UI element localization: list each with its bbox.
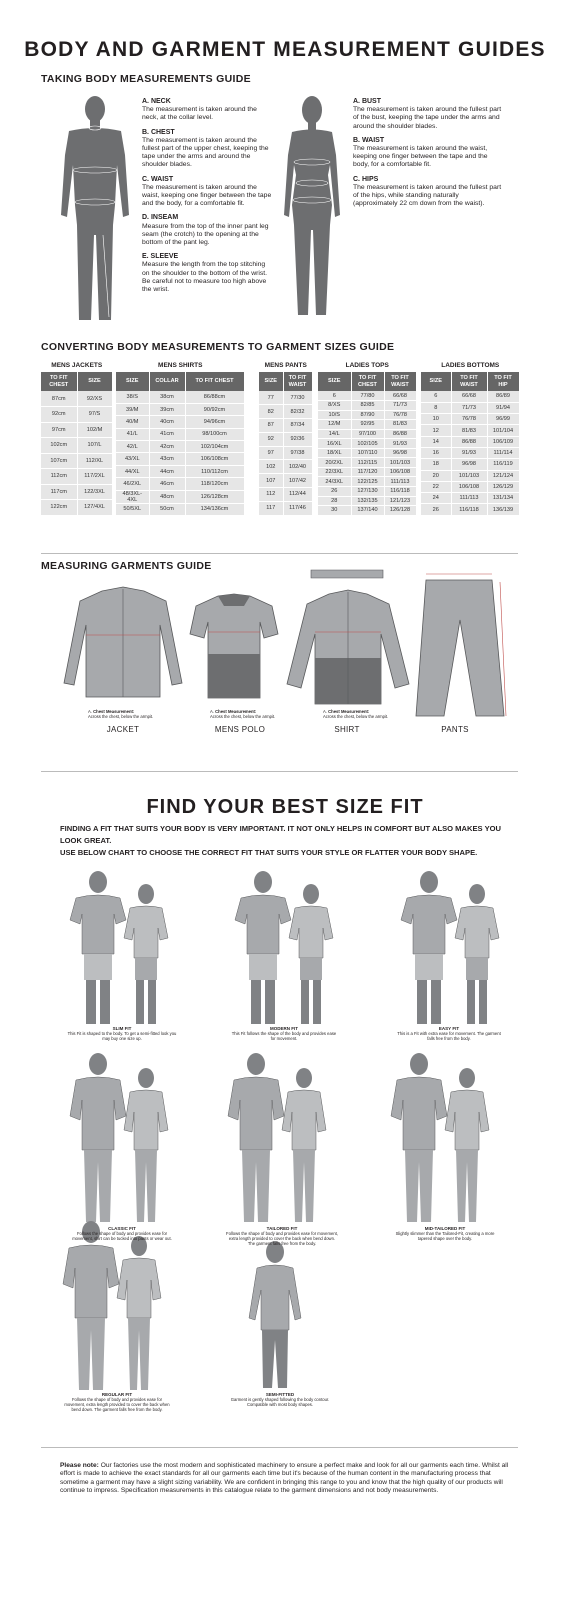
table-row	[259, 446, 312, 460]
table-cell: 117cm	[41, 484, 77, 500]
footer-note: Please note: Our factories use the most modern and sophisticated machinery to ensure a perfect make and look for all our garments each time. Whilst all effort is made to achieve the exact standards for all our garments each time but it's because of the human content in the manufacturing process that sometime a garment may have a slight sizing variability. We are confident in bringing this range to you and know that the high quality of our products will continue to impress. Specification measurements in this catalogue relate to the garment dimensions and not body measurements.	[60, 1462, 509, 1494]
jacket-illustration	[62, 585, 184, 705]
table-cell: 122cm	[41, 500, 77, 516]
table-header-cell: SIZE	[421, 372, 451, 391]
semi-fitted-caption: SEMI-FITTED Garment is gently shaped following the body contour. Compatible with most body shapes.	[230, 1392, 330, 1407]
table-cell: 50cm	[149, 503, 185, 515]
table-cell: 40/M	[116, 416, 149, 428]
regular-fit-figures	[55, 1218, 175, 1393]
table-cell: 102/M	[77, 422, 112, 438]
bust-item: A. BUST The measurement is taken around the fullest part of the bust, keeping the tape under the arms and around the shoulder blades.	[353, 98, 502, 130]
table-cell: 87/34	[283, 419, 312, 433]
mens-shirts-table	[116, 372, 245, 516]
table-cell: 10	[421, 414, 451, 425]
table-row	[421, 414, 519, 425]
table-row	[41, 438, 112, 454]
table-cell: 110/112cm	[185, 465, 244, 477]
table-row	[318, 391, 416, 401]
table-cell: 42/L	[116, 441, 149, 453]
table-cell: 112cm	[41, 469, 77, 485]
table-row	[259, 488, 312, 502]
table-cell: 97cm	[41, 422, 77, 438]
fit-intro: FINDING A FIT THAT SUITS YOUR BODY IS VERY IMPORTANT. IT NOT ONLY HELPS IN COMFORT BUT ALSO MAKES YOU LOOK GREAT. USE BELOW CHART TO CHOOSE THE CORRECT FIT THAT SUITS YOUR STYLE OR FLATTER YOUR BODY SHAPE.	[60, 824, 502, 857]
table-cell: 42cm	[149, 441, 185, 453]
table-cell: 26	[421, 504, 451, 515]
table-cell: 96/98	[451, 459, 487, 470]
table-cell: 50/5XL	[116, 503, 149, 515]
table-cell: 8	[421, 402, 451, 413]
table-cell: 117/46	[283, 501, 312, 515]
table-row	[259, 419, 312, 433]
conversion-heading: CONVERTING BODY MEASUREMENTS TO GARMENT SIZES GUIDE	[41, 341, 395, 353]
waist-item: C. WAIST The measurement is taken around the waist, keeping one finger between the tape and the body, for a comfortable fit.	[142, 175, 272, 208]
table-cell: 107/110	[351, 448, 384, 458]
table-row	[41, 422, 112, 438]
table-row	[259, 474, 312, 488]
inseam-item: D. INSEAM Measure from the top of the inner pant leg seam (the crotch) to the opening at the bottom of the pant leg.	[142, 214, 269, 247]
table-header-cell: TO FIT WAIST	[451, 372, 487, 391]
table-caption: LADIES BOTTOMS	[441, 362, 500, 369]
hips-item: C. HIPS The measurement is taken around the fullest part of the hips, while standing naturally (approximately 22 cm down from the waist).	[353, 175, 502, 208]
table-header-cell: SIZE	[116, 372, 149, 391]
table-cell: 94/96cm	[185, 416, 244, 428]
table-cell: 111/114	[487, 447, 519, 458]
table-cell: 106/108	[384, 467, 416, 477]
table-cell: 87	[259, 419, 283, 433]
table-cell: 81/83	[384, 420, 416, 430]
table-cell: 91/94	[487, 402, 519, 413]
table-cell: 43/XL	[116, 453, 149, 465]
table-cell: 77/30	[283, 391, 312, 405]
slim-fit-figures	[62, 868, 182, 1028]
male-measurements-list	[142, 98, 272, 300]
table-row	[259, 405, 312, 419]
table-cell: 117/2XL	[77, 469, 112, 485]
table-cell: 92	[259, 432, 283, 446]
table-cell: 41/L	[116, 428, 149, 440]
table-cell: 76/78	[451, 414, 487, 425]
female-body-figure	[280, 95, 344, 320]
table-cell: 18/XL	[318, 448, 351, 458]
ladies-waist-item: B. WAIST The measurement is taken around the waist, keeping one finger between the tape and the body, for a comfortable fit.	[353, 136, 488, 169]
table-row	[41, 500, 112, 516]
table-cell: 44/XL	[116, 465, 149, 477]
mid-tailored-fit-figures	[383, 1050, 503, 1225]
jacket-note: A. Chest Measurement: Across the chest, below the armpit.	[88, 709, 154, 719]
table-cell: 46cm	[149, 478, 185, 490]
table-cell: 126/128	[384, 506, 416, 516]
table-cell: 10/S	[318, 410, 351, 420]
table-cell: 66/68	[451, 391, 487, 402]
table-row	[116, 490, 244, 503]
table-row	[318, 401, 416, 411]
table-cell: 102/105	[351, 439, 384, 449]
mens-shirts-table-group	[116, 362, 245, 516]
table-row	[421, 447, 519, 458]
table-cell: 14	[421, 436, 451, 447]
table-header-cell: TO FIT WAIST	[384, 372, 416, 391]
table-cell: 131/134	[487, 493, 519, 504]
mens-jackets-table	[41, 372, 113, 516]
table-cell: 127/4XL	[77, 500, 112, 516]
table-header-cell: TO FIT HIP	[487, 372, 519, 391]
table-row	[116, 453, 244, 465]
mens-pants-table	[259, 372, 313, 516]
shirt-note: A. Chest Measurement: Across the chest, below the armpit.	[323, 709, 389, 719]
table-header-cell: TO FIT CHEST	[185, 372, 244, 391]
table-header-cell: SIZE	[259, 372, 283, 391]
table-cell: 71/73	[451, 402, 487, 413]
table-row	[318, 506, 416, 516]
body-guide-heading: TAKING BODY MEASUREMENTS GUIDE	[41, 73, 251, 85]
table-cell: 66/68	[384, 391, 416, 401]
table-row	[318, 486, 416, 496]
table-cell: 87cm	[41, 391, 77, 407]
table-cell: 102/40	[283, 460, 312, 474]
table-cell: 76/78	[384, 410, 416, 420]
table-cell: 8/XS	[318, 401, 351, 411]
easy-fit-figures	[393, 868, 513, 1028]
table-row	[116, 478, 244, 490]
table-cell: 28	[318, 496, 351, 506]
table-cell: 6	[421, 391, 451, 402]
table-cell: 96/98	[384, 448, 416, 458]
table-row	[318, 429, 416, 439]
regular-fit-caption: REGULAR FIT Follows the shape of body and provides ease for movement, extra length provided to cover the back when bend down. The garment falls free from the body.	[64, 1392, 170, 1412]
table-cell: 24	[421, 493, 451, 504]
easy-fit-caption: EASY FIT This is a Fit with extra ease for movement. The garment falls free from the body.	[397, 1026, 501, 1041]
classic-fit-caption: CLASSIC FIT Follows the shape of body and provides ease for movement, shirt can be tucked into pants or wear out.	[72, 1226, 172, 1241]
table-cell: 116/118	[384, 486, 416, 496]
table-row	[318, 477, 416, 487]
table-row	[421, 436, 519, 447]
table-caption: MENS JACKETS	[51, 362, 103, 369]
tailored-fit-figures	[220, 1050, 340, 1225]
table-cell: 18	[421, 459, 451, 470]
table-cell: 107/L	[77, 438, 112, 454]
table-cell: 116/119	[487, 459, 519, 470]
table-caption: LADIES TOPS	[345, 362, 389, 369]
table-cell: 86/88	[451, 436, 487, 447]
table-cell: 41cm	[149, 428, 185, 440]
table-cell: 91/93	[384, 439, 416, 449]
table-cell: 38/S	[116, 391, 149, 403]
table-header-cell: TO FIT CHEST	[41, 372, 77, 391]
table-cell: 81/83	[451, 425, 487, 436]
table-cell: 77/80	[351, 391, 384, 401]
table-row	[116, 403, 244, 415]
ladies-bottoms-table	[421, 372, 520, 516]
table-row	[318, 458, 416, 468]
table-cell: 16/XL	[318, 439, 351, 449]
table-cell: 107	[259, 474, 283, 488]
table-caption: MENS SHIRTS	[158, 362, 203, 369]
table-row	[421, 391, 519, 402]
table-cell: 14/L	[318, 429, 351, 439]
table-cell: 30	[318, 506, 351, 516]
jacket-label: JACKET	[106, 725, 140, 734]
table-cell: 22	[421, 481, 451, 492]
modern-fit-figures	[227, 868, 347, 1028]
table-row	[116, 465, 244, 477]
table-row	[421, 470, 519, 481]
table-cell: 90/92cm	[185, 403, 244, 415]
table-row	[116, 503, 244, 515]
table-cell: 134/136cm	[185, 503, 244, 515]
modern-fit-caption: MODERN FIT This Fit follows the shape of the body and provides ease for movement.	[231, 1026, 337, 1041]
chest-item: B. CHEST The measurement is taken around the fullest part of the upper chest, keeping the tape under the arms and around the shoulder blades.	[142, 128, 269, 169]
table-cell: 136/139	[487, 504, 519, 515]
table-header-cell: SIZE	[77, 372, 112, 391]
table-cell: 98/100cm	[185, 428, 244, 440]
semi-fitted-figure	[245, 1240, 305, 1390]
table-cell: 91/93	[451, 447, 487, 458]
ladies-tops-table-group	[318, 362, 417, 516]
table-row	[421, 425, 519, 436]
divider	[41, 1447, 518, 1448]
table-cell: 126/129	[487, 481, 519, 492]
table-row	[318, 410, 416, 420]
table-cell: 20/2XL	[318, 458, 351, 468]
divider	[41, 771, 518, 772]
mid-tailored-fit-caption: MID-TAILORED FIT Slightly slimmer than the Tailored-Fit, creating a more tapered shape over the body.	[395, 1226, 495, 1241]
table-cell: 107/42	[283, 474, 312, 488]
table-row	[41, 469, 112, 485]
table-cell: 96/99	[487, 414, 519, 425]
table-cell: 137/140	[351, 506, 384, 516]
divider	[41, 553, 518, 554]
table-cell: 132/135	[351, 496, 384, 506]
table-row	[259, 501, 312, 515]
garments-heading: MEASURING GARMENTS GUIDE	[41, 560, 212, 572]
table-cell: 82/85	[351, 401, 384, 411]
table-row	[421, 504, 519, 515]
table-cell: 86/88	[384, 429, 416, 439]
table-cell: 71/73	[384, 401, 416, 411]
table-cell: 48/3XL-4XL	[116, 490, 149, 503]
table-header-cell: COLLAR	[149, 372, 185, 391]
table-row	[421, 459, 519, 470]
table-cell: 6	[318, 391, 351, 401]
table-cell: 112/44	[283, 488, 312, 502]
table-cell: 106/108	[451, 481, 487, 492]
table-row	[318, 448, 416, 458]
table-row	[318, 420, 416, 430]
female-measurements-list	[353, 98, 503, 214]
table-cell: 97/S	[77, 407, 112, 423]
table-cell: 102/104cm	[185, 441, 244, 453]
table-row	[41, 407, 112, 423]
neck-item: A. NECK The measurement is taken around the neck, at the collar level.	[142, 98, 257, 122]
table-cell: 111/113	[451, 493, 487, 504]
table-row	[318, 467, 416, 477]
table-cell: 126/128cm	[185, 490, 244, 503]
shirt-label: SHIRT	[334, 725, 360, 734]
table-cell: 40cm	[149, 416, 185, 428]
table-row	[421, 481, 519, 492]
male-body-figure	[55, 95, 135, 325]
table-cell: 44cm	[149, 465, 185, 477]
table-cell: 20	[421, 470, 451, 481]
table-row	[259, 460, 312, 474]
table-header-cell: SIZE	[318, 372, 351, 391]
table-row	[421, 493, 519, 504]
table-cell: 92/XS	[77, 391, 112, 407]
table-cell: 97/38	[283, 446, 312, 460]
mens-polo-illustration	[188, 592, 280, 702]
table-cell: 121/123	[384, 496, 416, 506]
mens-pants-table-group	[259, 362, 313, 516]
table-cell: 112/XL	[77, 453, 112, 469]
table-cell: 116/118	[451, 504, 487, 515]
table-row	[259, 391, 312, 405]
table-row	[41, 391, 112, 407]
table-cell: 77	[259, 391, 283, 405]
table-cell: 101/103	[451, 470, 487, 481]
fit-heading: FIND YOUR BEST SIZE FIT	[146, 796, 424, 818]
table-cell: 38cm	[149, 391, 185, 403]
classic-fit-figures	[62, 1050, 182, 1225]
table-cell: 102	[259, 460, 283, 474]
table-cell: 87/90	[351, 410, 384, 420]
table-cell: 92/95	[351, 420, 384, 430]
table-cell: 82	[259, 405, 283, 419]
table-row	[41, 484, 112, 500]
table-cell: 22/3XL	[318, 467, 351, 477]
table-cell: 86/89	[487, 391, 519, 402]
table-row	[116, 391, 244, 403]
table-cell: 97	[259, 446, 283, 460]
table-cell: 24/3XL	[318, 477, 351, 487]
table-row	[259, 432, 312, 446]
table-caption: MENS PANTS	[264, 362, 307, 369]
table-row	[318, 496, 416, 506]
table-cell: 92cm	[41, 407, 77, 423]
table-cell: 111/113	[384, 477, 416, 487]
page-title: BODY AND GARMENT MEASUREMENT GUIDES	[24, 38, 546, 61]
table-cell: 106/109	[487, 436, 519, 447]
table-cell: 122/3XL	[77, 484, 112, 500]
table-cell: 43cm	[149, 453, 185, 465]
table-cell: 118/120cm	[185, 478, 244, 490]
table-cell: 97/100	[351, 429, 384, 439]
table-cell: 101/103	[384, 458, 416, 468]
table-cell: 39cm	[149, 403, 185, 415]
ladies-bottoms-table-group	[421, 362, 520, 516]
table-cell: 107cm	[41, 453, 77, 469]
table-cell: 101/104	[487, 425, 519, 436]
table-cell: 127/130	[351, 486, 384, 496]
table-cell: 82/32	[283, 405, 312, 419]
table-cell: 12	[421, 425, 451, 436]
slim-fit-caption: SLIM FIT This Fit is shaped to the body. To get a semi-fitted look you may buy one size up.	[67, 1026, 177, 1041]
table-cell: 12/M	[318, 420, 351, 430]
table-row	[421, 402, 519, 413]
table-cell: 117/120	[351, 467, 384, 477]
table-cell: 106/108cm	[185, 453, 244, 465]
table-row	[116, 441, 244, 453]
table-row	[318, 439, 416, 449]
table-header-cell: TO FIT CHEST	[351, 372, 384, 391]
table-cell: 46/2XL	[116, 478, 149, 490]
pants-illustration	[412, 570, 508, 720]
table-cell: 92/36	[283, 432, 312, 446]
table-cell: 86/88cm	[185, 391, 244, 403]
table-cell: 16	[421, 447, 451, 458]
mens-polo-label: MENS POLO	[214, 725, 266, 734]
table-cell: 26	[318, 486, 351, 496]
polo-note: A. Chest Measurement: Across the chest, below the armpit.	[210, 709, 276, 719]
table-row	[116, 428, 244, 440]
table-cell: 112/115	[351, 458, 384, 468]
table-cell: 102cm	[41, 438, 77, 454]
table-cell: 112	[259, 488, 283, 502]
shirt-illustration	[285, 568, 411, 708]
table-cell: 48cm	[149, 490, 185, 503]
mens-jackets-table-group	[41, 362, 113, 516]
pants-label: PANTS	[441, 725, 469, 734]
table-row	[41, 453, 112, 469]
table-cell: 117	[259, 501, 283, 515]
table-cell: 39/M	[116, 403, 149, 415]
sleeve-item: E. SLEEVE Measure the length from the top stitching on the shoulder to the bottom of the wrist. Be careful not to measure too high above the wrist.	[142, 253, 268, 294]
tailored-fit-caption: TAILORED FIT Follows the shape of body and provides ease for movement, extra length provided to cover the back when bend down. The garment falls free from the body.	[226, 1226, 338, 1246]
table-row	[116, 416, 244, 428]
table-cell: 122/125	[351, 477, 384, 487]
ladies-tops-table	[318, 372, 417, 516]
table-header-cell: TO FIT WAIST	[283, 372, 312, 391]
table-cell: 121/124	[487, 470, 519, 481]
